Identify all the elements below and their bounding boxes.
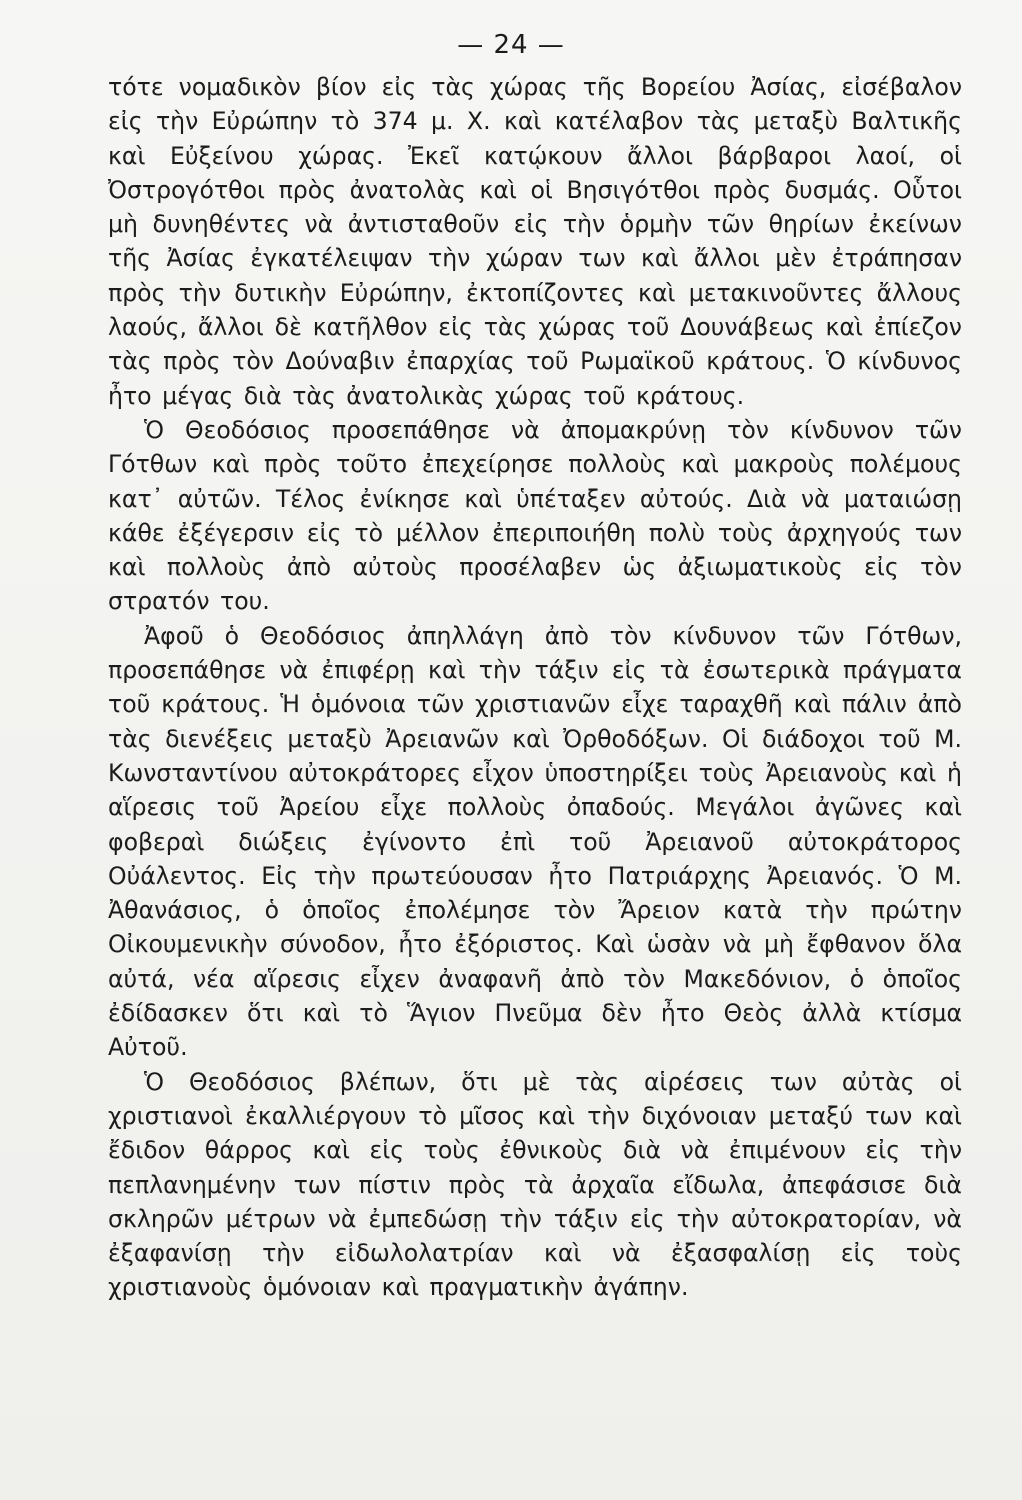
paragraph-order: Ὁ Θεοδόσιος βλέπων, ὅτι μὲ τὰς αἱρέσεις των αὐτὰς οἱ χριστιανοὶ ἐκαλλιέργουν τὸ μῖσος καὶ τὴν διχόνοιαν μεταξύ των καὶ ἔδιδον θάρρος καὶ εἰς τοὺς ἐθνικοὺς διὰ νὰ ἐπιμένουν εἰς τὴν πεπλανημένην των πίστιν πρὸς τὰ ἀρχαῖα εἴδωλα, ἀπεφάσισε διὰ σκληρῶν μέτρων νὰ ἐμπεδώσῃ τὴν τάξιν εἰς τὴν αὐτοκρατορίαν, νὰ ἐξαφανίσῃ τὴν εἰδωλολατρίαν καὶ νὰ ἐξασφαλίσῃ εἰς τοὺς χριστιανοὺς ὁμόνοιαν καὶ πραγματικὴν ἀγάπην. — [108, 1067, 962, 1302]
paragraph-arians: Ἀφοῦ ὁ Θεοδόσιος ἀπηλλάγη ἀπὸ τὸν κίνδυνον τῶν Γότθων, προσεπάθησε νὰ ἐπιφέρῃ καὶ τὴν τάξιν εἰς τὰ ἐσωτερικὰ πράγματα τοῦ κράτους. Ἡ ὁμόνοια τῶν χριστιανῶν εἶχε ταραχθῆ καὶ πάλιν ἀπὸ τὰς διενέξεις μεταξὺ Ἀρειανῶν καὶ Ὀρθοδόξων. Οἱ διάδοχοι τοῦ Μ. Κωνσταντίνου αὐτοκράτορες εἶχον ὑποστηρίξει τοὺς Ἀρειανοὺς καὶ ἡ αἵρεσις τοῦ Ἀρείου εἶχε πολλοὺς ὀπαδούς. Μεγάλοι ἀγῶνες καὶ φοβεραὶ διώξεις ἐγίνοντο ἐπὶ τοῦ Ἀρειανοῦ αὐτοκράτορος Οὐάλεντος. Εἰς τὴν πρωτεύουσαν ἦτο Πατριάρχης Ἀρειανός. Ὁ Μ. Ἀθανάσιος, ὁ ὁποῖος ἐπολέμησε τὸν Ἄρειον κατὰ τὴν πρώτην Οἰκουμενικὴν σύνοδον, ἦτο ἐξόριστος. Καὶ ὡσὰν νὰ μὴ ἔφθανον ὅλα αὐτά, νέα αἵρεσις εἶχεν ἀναφανῆ ἀπὸ τὸν Μακεδόνιον, ὁ ὁποῖος ἐδίδασκεν ὅτι καὶ τὸ Ἅγιον Πνεῦμα δὲν ἦτο Θεὸς ἀλλὰ κτίσμα Αὐτοῦ. — [108, 621, 962, 1062]
paragraph-goths: Ὁ Θεοδόσιος προσεπάθησε νὰ ἀπομακρύνῃ τὸν κίνδυνον τῶν Γότθων καὶ πρὸς τοῦτο ἐπεχείρησε πολλοὺς καὶ μακροὺς πολέμους κατ᾽ αὐτῶν. Τέλος ἐνίκησε καὶ ὑπέταξεν αὐτούς. Διὰ νὰ ματαιώσῃ κάθε ἐξέγερσιν εἰς τὸ μέλλον ἐπεριποιήθη πολὺ τοὺς ἀρχηγούς των καὶ πολλοὺς ἀπὸ αὐτοὺς προσέλαβεν ὡς ἀξιωματικοὺς εἰς τὸν στρατόν του. — [108, 415, 962, 616]
page-number: — 24 — — [457, 30, 565, 60]
paragraph-continuation: τότε νομαδικὸν βίον εἰς τὰς χώρας τῆς Βορείου Ἀσίας, εἰσέβαλον εἰς τὴν Εὐρώπην τὸ 374 μ. Χ. καὶ κατέλαβον τὰς μεταξὺ Βαλτικῆς καὶ Εὐξείνου χώρας. Ἐκεῖ κατῴκουν ἄλλοι βάρβαροι λαοί, οἱ Ὀστρογότθοι πρὸς ἀνατολὰς καὶ οἱ Βησιγότθοι πρὸς δυσμάς. Οὗτοι μὴ δυνηθέντες νὰ ἀντισταθοῦν εἰς τὴν ὁρμὴν τῶν θηρίων ἐκείνων τῆς Ἀσίας ἐγκατέλειψαν τὴν χώραν των καὶ ἄλλοι μὲν ἐτράπησαν πρὸς τὴν δυτικὴν Εὐρώπην, ἐκτοπίζοντες καὶ μετακινοῦντες ἄλλους λαούς, ἄλλοι δὲ κατῆλθον εἰς τὰς χώρας τοῦ Δουνάβεως καὶ ἐπίεζον τὰς πρὸς τὸν Δούναβιν ἐπαρχίας τοῦ Ρωμαϊκοῦ κράτους. Ὁ κίνδυνος ἦτο μέγας διὰ τὰς ἀνατολικὰς χώρας τοῦ κράτους. — [108, 73, 962, 410]
body-text — [108, 70, 962, 1305]
